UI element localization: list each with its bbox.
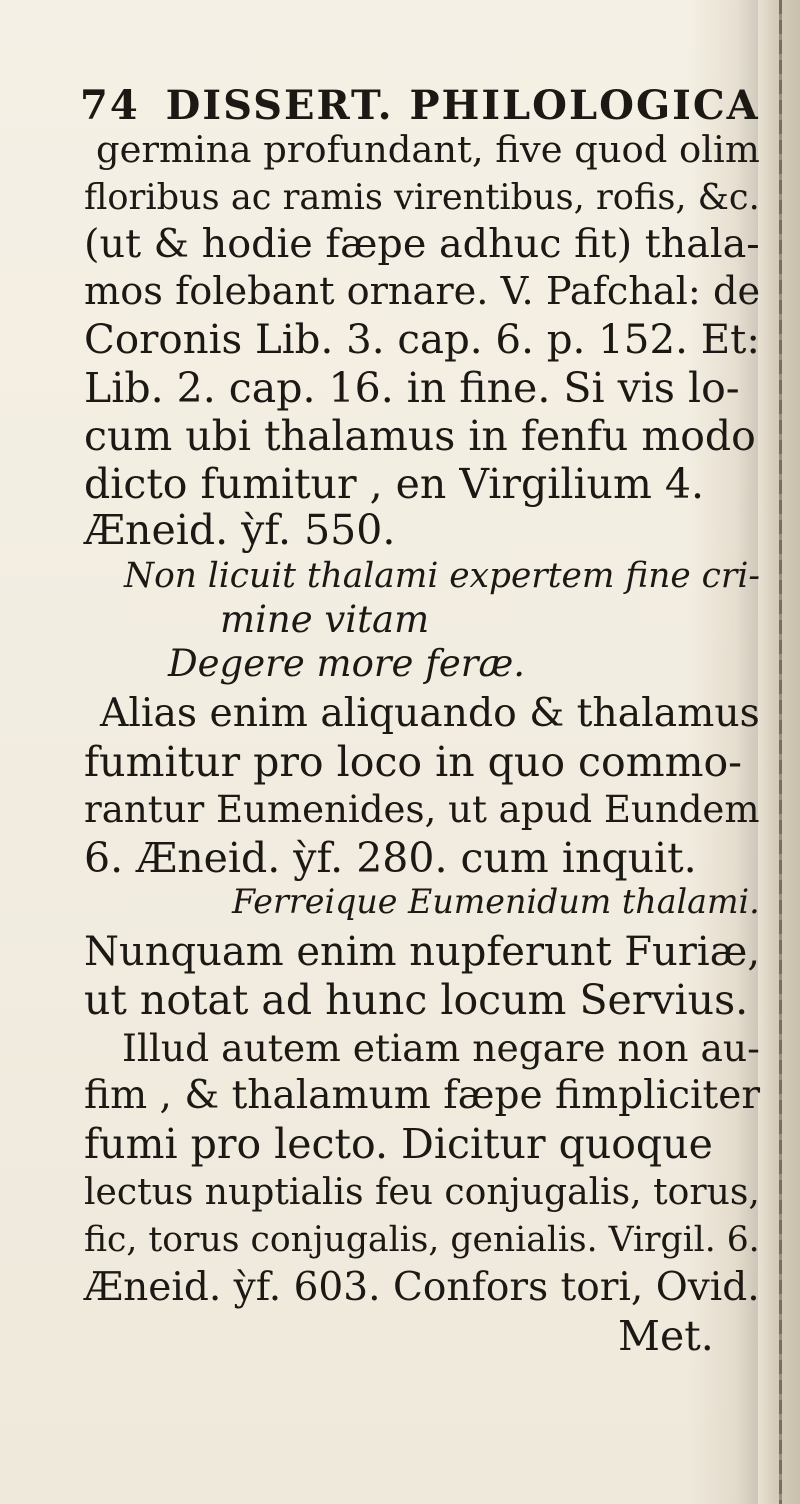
text-line: Nunquam enim nupferunt Furiæ,: [84, 929, 761, 975]
text-line: lectus nuptialis feu conjugalis, torus,: [84, 1171, 760, 1213]
catchword: Met.: [618, 1312, 714, 1360]
text-line: dicto fumitur , en Virgilium 4.: [84, 460, 704, 508]
text-line: (ut & hodie fæpe adhuc fit) thala-: [84, 221, 760, 267]
text-line: ut notat ad hunc locum Servius.: [84, 976, 749, 1024]
verse-line: Degere more feræ.: [168, 642, 526, 685]
text-line: fic, torus conjugalis, genialis. Virgil. 6.: [84, 1220, 760, 1260]
verse-line: mine vitam: [220, 598, 430, 641]
text-line: fumitur pro loco in quo commo-: [84, 738, 742, 786]
text-line: Lib. 2. cap. 16. in fine. Si vis lo-: [84, 364, 740, 412]
text-line: rantur Eumenides, ut apud Eundem: [84, 788, 760, 831]
binding-edge: [779, 0, 782, 1504]
running-header: [80, 82, 760, 129]
page-number: 74: [80, 82, 140, 129]
header-title: DISSERT. PHILOLOGICA: [165, 82, 760, 129]
text-line: germina profundant, five quod olim: [96, 128, 760, 171]
text-line: fumi pro lecto. Dicitur quoque: [84, 1120, 713, 1168]
text-line: fim , & thalamum fæpe fimpliciter: [84, 1073, 761, 1118]
text-line: 6. Æneid. ỳf. 280. cum inquit.: [84, 834, 697, 882]
text-line: Æneid. ỳf. 603. Confors tori, Ovid.: [84, 1265, 760, 1310]
text-line: mos folebant ornare. V. Pafchal: de: [84, 269, 761, 314]
verse-line: Non licuit thalami expertem fine cri-: [124, 556, 760, 596]
text-line: floribus ac ramis virentibus, rofis, &c.: [84, 177, 760, 218]
text-line: Æneid. ỳf. 550.: [84, 506, 396, 554]
text-line: Illud autem etiam negare non au-: [122, 1026, 760, 1070]
text-line: cum ubi thalamus in fenfu modo: [84, 412, 756, 460]
text-line: Alias enim aliquando & thalamus: [100, 691, 760, 736]
verse-line: Ferreique Eumenidum thalami.: [232, 882, 760, 921]
text-line: Coronis Lib. 3. cap. 6. p. 152. Et:: [84, 316, 760, 363]
